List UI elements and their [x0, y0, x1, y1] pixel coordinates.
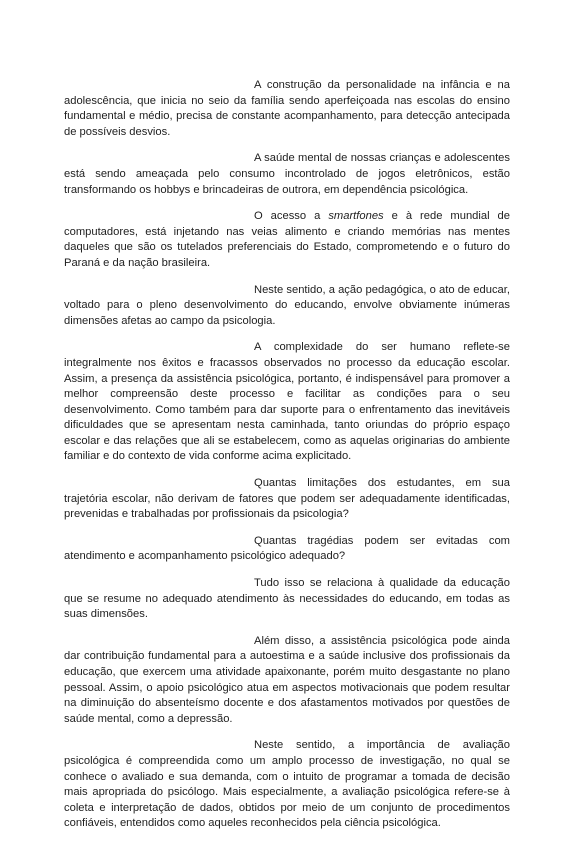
paragraph-student-limitations: Quantas limitações dos estudantes, em sua trajetória escolar, não derivam de fatores que podem ser adequadamente identificadas, prevenidas e trabalhadas por profissionais da psicologia? [64, 477, 510, 521]
paragraph-psychological-evaluation: Neste sentido, a importância de avaliação psicológica é compreendida como um amplo processo de investigação, no qual se conhece o avaliado e sua demanda, com o intuito de programar a tomada de decisão mais apropriada do psicólogo. Mais especialmente, a avaliação psicológica refere-se à coleta e interpretação de dados, obtidos por meio de um conjunto de procedimentos confiáveis, entendidos como aqueles reconhecidos pela ciência psicológica. [64, 739, 510, 830]
paragraph-human-complexity: A complexidade do ser humano reflete-se integralmente nos êxitos e fracassos observados no processo da educação escolar. Assim, a presença da assistência psicológica, portanto, é indispensável para promover a melhor compreensão deste processo e facilitar as condições para o seu desenvolvimento. Como também para dar suporte para o enfrentamento das inevitáveis dificuldades que se apresentam nesta caminhada, tanto oriundas do próprio espaço escolar e das relações que ali se estabelecem, como as aquelas originarias do ambiente familiar e do contexto de vida conforme acima explicitado. [64, 341, 510, 463]
paragraph-tragedies: Quantas tragédias podem ser evitadas com atendimento e acompanhamento psicológico adequado? [64, 534, 510, 563]
italic-term: smartfones [328, 210, 384, 223]
paragraph-smartphone-access-start: O acesso a [254, 210, 329, 223]
paragraph-personality: A construção da personalidade na infância e na adolescência, que inicia no seio da família sendo aperfeiçoada nas escolas do ensino fundamental e médio, precisa de constante acompanhamento, para detecção antecipada de possíveis desvios. [64, 79, 510, 138]
paragraph-education-quality: Tudo isso se relaciona à qualidade da educação que se resume no adequado atendimento às necessidades do educando, em todas as suas dimensões. [64, 577, 510, 621]
paragraph-professional-support: Além disso, a assistência psicológica pode ainda dar contribuição fundamental para a autoestima e a saúde inclusive dos profissionais da educação, que exercem uma atividade apaixonante, porém muito desgastante no plano pessoal. Assim, o apoio psicológico atua em aspectos motivacionais que podem resultar na diminuição do absenteísmo docente e dos afastamentos motivados por questões de saúde mental, como a depressão. [64, 634, 510, 725]
document-page [64, 78, 510, 843]
paragraph-smartphone-access [64, 209, 510, 271]
paragraph-smartphone-access-end: e à rede mundial de computadores, está injetando nas veias alimento e criando memórias nas mentes daqueles que são os tutelados preferenciais do Estado, comprometendo e o futuro do Paraná e da nação brasileira. [64, 210, 511, 269]
paragraph-pedagogical-action: Neste sentido, a ação pedagógica, o ato de educar, voltado para o pleno desenvolvimento do educando, envolve obviamente inúmeras dimensões afetas ao campo da psicologia. [64, 283, 510, 327]
paragraph-mental-health: A saúde mental de nossas crianças e adolescentes está sendo ameaçada pelo consumo incontrolado de jogos eletrônicos, estão transformando os hobbys e brincadeiras de outrora, em dependência psicológica. [64, 152, 510, 196]
